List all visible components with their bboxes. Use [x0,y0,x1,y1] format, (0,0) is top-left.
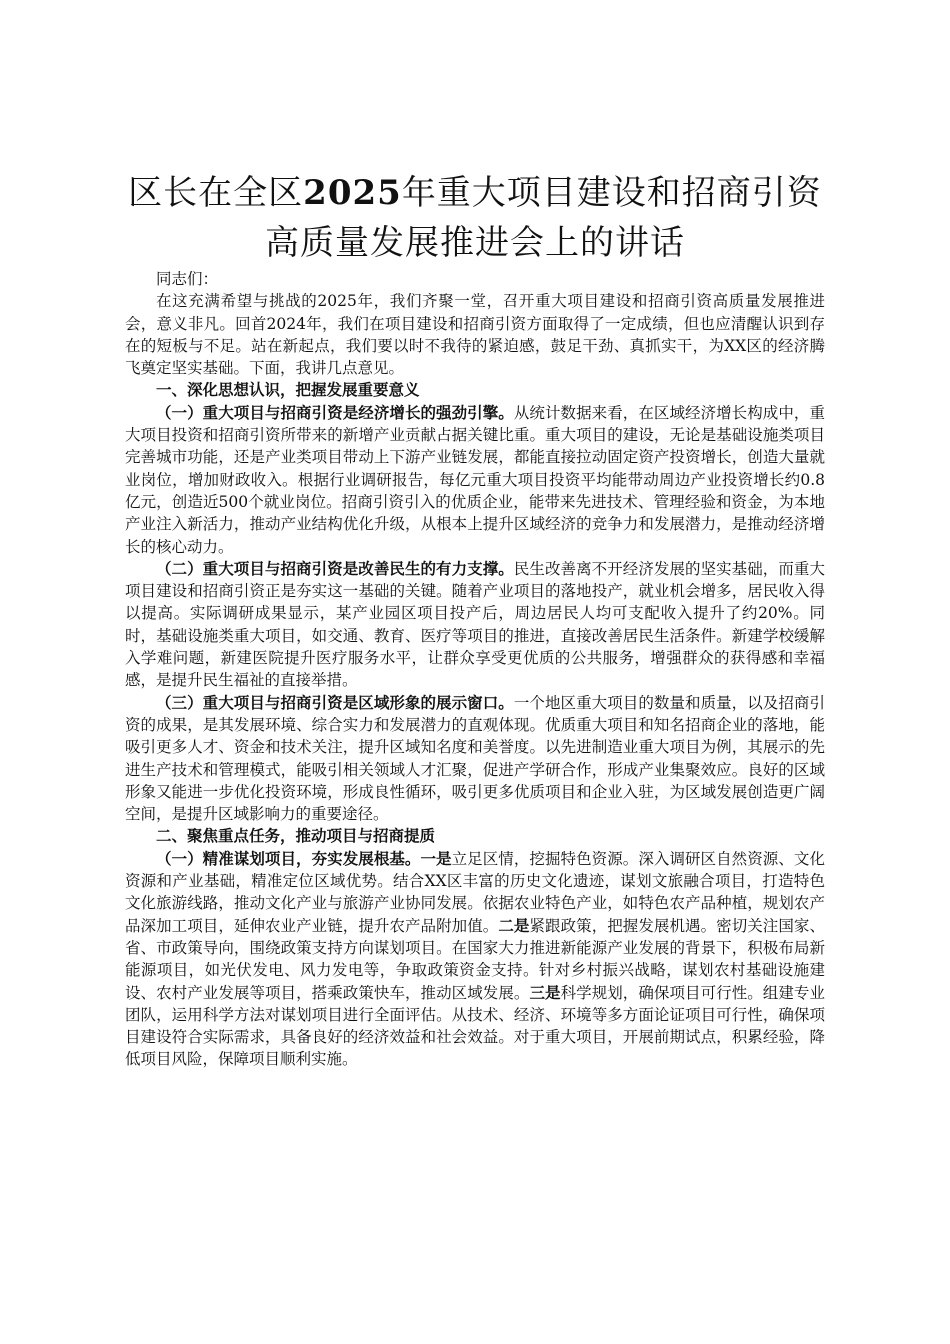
section2-p1-text-1: 立足区情，挖掘特色资源。深入调研区自然资源、文化资源和产业基础，精准定位区域优势。结合XX区丰富的历史文化遗迹，谋划文旅融合项目，打造特色文化旅游线路，推动文化产业与旅游产业协同发展。依据农业特色产业，如特色农产品种植，规划农产品深加工项目，延伸农业产业链，提升农产品附加值。 [125,849,825,935]
section1-paragraph-3 [125,692,825,826]
document-content [125,168,825,1071]
section1-paragraph-2 [125,558,825,692]
section2-p1-marker-1: 一是 [420,848,452,868]
section1-p2-lead: （二）重大项目与招商引资是改善民生的有力支撑。 [156,558,514,578]
intro-paragraph: 在这充满希望与挑战的2025年，我们齐聚一堂，召开重大项目建设和招商引资高质量发展推进会，意义非凡。回首2024年，我们在项目建设和招商引资方面取得了一定成绩，但也应清醒认识到存在的短板与不足。站在新起点，我们要以时不我待的紧迫感，鼓足干劲、真抓实干，为XX区的经济腾飞奠定坚实基础。下面，我讲几点意见。 [125,292,825,378]
section1-heading: 一、深化思想认识，把握发展重要意义 [156,380,420,400]
section1-p1-lead: （一）重大项目与招商引资是经济增长的强劲引擎。 [156,402,514,422]
greeting: 同志们： [156,270,219,288]
section2-p1-marker-2: 二是 [498,915,530,935]
title-line2: 高质量发展推进会上的讲话 [265,223,685,263]
title-line1-suffix: 年重大项目建设和招商引资 [401,173,822,213]
section2-p1-marker-3: 三是 [529,982,561,1002]
document-body [125,268,825,1071]
title-line1 [128,173,822,213]
section2-p1-text-3: 科学规划，确保项目可行性。组建专业团队，运用科学方法对谋划项目进行全面评估。从技术、经济、环境等多方面论证项目可行性，确保项目建设符合实际需求，具备良好的经济效益和社会效益。对于重大项目，开展前期试点，积累经验，降低项目风险，保障项目顺利实施。 [125,983,825,1069]
title-line1-prefix: 区长在全区 [128,173,304,213]
title-year: 2025 [303,173,402,213]
section1-p3-lead: （三）重大项目与招商引资是区域形象的展示窗口。 [156,692,514,712]
section1-p1-text: 从统计数据来看，在区域经济增长构成中，重大项目投资和招商引资所带来的新增产业贡献占据关键比重。重大项目的建设，无论是基础设施类项目完善城市功能，还是产业类项目带动上下游产业链发展，都能直接拉动固定资产投资增长，创造大量就业岗位，增加财政收入。根据行业调研报告，每亿元重大项目投资平均能带动周边产业投资增长约0.8亿元，创造近500个就业岗位。招商引资引入的优质企业，能带来先进技术、管理经验和资金，为本地产业注入新活力，推动产业结构优化升级，从根本上提升区域经济的竞争力和发展潜力，是推动经济增长的核心动力。 [125,403,825,556]
section2-heading: 二、聚焦重点任务，推动项目与招商提质 [156,826,436,846]
section1-paragraph-1 [125,402,825,558]
section2-paragraph-1 [125,848,825,1071]
document-title [125,168,825,268]
section1-p3-text: 一个地区重大项目的数量和质量，以及招商引资的成果，是其发展环境、综合实力和发展潜力的直观体现。优质重大项目和知名招商企业的落地，能吸引更多人才、资金和技术关注，提升区域知名度和美誉度。以先进制造业重大项目为例，其展示的先进生产技术和管理模式，能吸引相关领域人才汇聚，促进产学研合作，形成产业集聚效应。良好的区域形象又能进一步优化投资环境，形成良性循环，吸引更多优质项目和企业入驻，为区域发展创造更广阔空间，是提升区域影响力的重要途径。 [125,693,825,824]
section1-p2-text: 民生改善离不开经济发展的坚实基础，而重大项目建设和招商引资正是夯实这一基础的关键。随着产业项目的落地投产，就业机会增多，居民收入得以提高。实际调研成果显示，某产业园区项目投产后，周边居民人均可支配收入提升了约20%。同时，基础设施类重大项目，如交通、教育、医疗等项目的推进，直接改善居民生活条件。新建学校缓解入学难问题，新建医院提升医疗服务水平，让群众享受更优质的公共服务，增强群众的获得感和幸福感，是提升民生福祉的直接举措。 [125,559,825,690]
section2-p1-lead: （一）精准谋划项目，夯实发展根基。 [156,848,421,868]
section2-p1-text-2: 紧跟政策，把握发展机遇。密切关注国家、省、市政策导向，围绕政策支持方向谋划项目。在国家大力推进新能源产业发展的背景下，积极布局新能源项目，如光伏发电、风力发电等，争取政策资金支持。针对乡村振兴战略，谋划农村基础设施建设、农村产业发展等项目，搭乘政策快车，推动区域发展。 [125,916,825,1002]
